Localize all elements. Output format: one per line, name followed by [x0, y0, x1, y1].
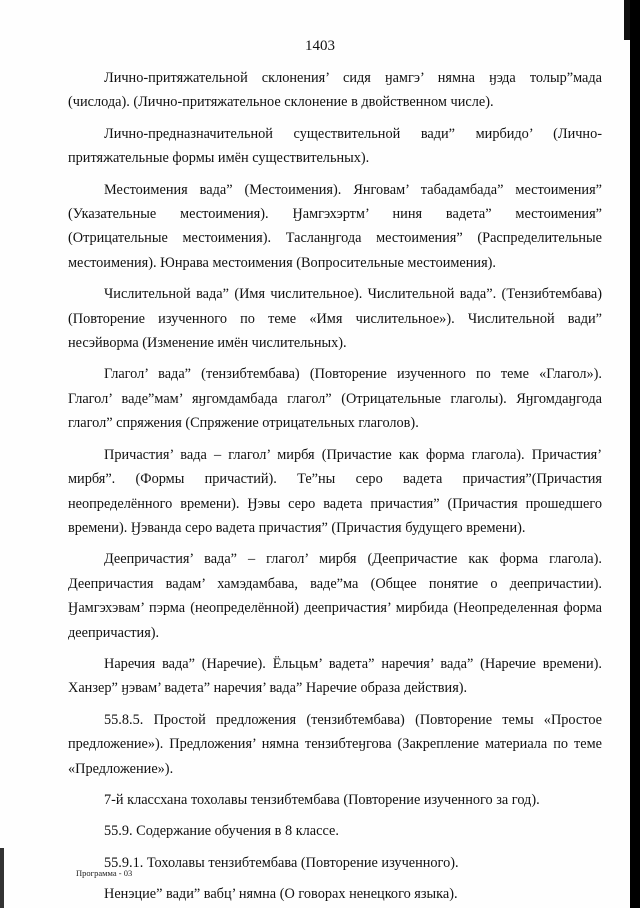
- paragraph: Ненэцие” вади” вабц’ нямна (О говорах ненецкого языка).: [104, 886, 458, 903]
- paragraph: Лично-притяжательной склонения’ сидя ӈамгэ’ нямна ӈэда толыр”мада (числода). (Лично-притяжательное склонение в двойственном числе).: [68, 70, 602, 111]
- paragraph: 7-й классхана тохолавы тензибтембава (Повторение изученного за год).: [104, 791, 540, 808]
- paragraph: Деепричастия’ вада” – глагол’ мирбя (Деепричастие как форма глагола). Деепричастия вадам’ хамэдамбава, ваде”ма (Общее понятие о деепричастии). Ӈамгэхэвам’ пэрма (неопределённой) деепричастия’ мирбида (Неопределенная форма деепричастия).: [68, 551, 602, 641]
- paragraph: Числительной вада” (Имя числительное). Числительной вада”. (Тензибтембава) (Повторение изученного по теме «Имя числительное»). Числительной вади” несэйворма (Изменение имён числительных).: [68, 286, 602, 352]
- paragraph: Лично-предназначительной существительной вади” мирбидо’ (Лично-притяжательные формы имён существительных).: [68, 125, 602, 167]
- paragraph: Причастия’ вада – глагол’ мирбя (Причастие как форма глагола). Причастия’ мирбя”. (Формы причастий). Те”ны серо вадета причастия”(Причастия неопределённого времени). Ӈэвы серо вадета причастия” (Причастия прошедшего времени). Ӈэванда серо вадета причастия” (Причастия будущего времени).: [68, 446, 602, 536]
- paragraph: 55.9. Содержание обучения в 8 классе.: [104, 823, 339, 840]
- scan-edge-shadow-top: [624, 0, 630, 40]
- paragraph: 55.8.5. Простой предложения (тензибтембава) (Повторение темы «Простое предложение»). Предложения’ нямна тензибтеӈгова (Закрепление материала по теме «Предложение»).: [68, 711, 602, 777]
- paragraph: Глагол’ вада” (тензибтембава) (Повторение изученного по теме «Глагол»). Глагол’ ваде”мам’ яӈгомдамбада глагол” (Отрицательные глаголы). Яӈгомдаӈгода глагол” спряжения (Спряжение отрицательных глаголов).: [68, 366, 602, 432]
- page-number: 1403: [305, 38, 335, 54]
- scan-edge-shadow-left: [0, 848, 4, 908]
- paragraph: Наречия вада” (Наречие). Ёльцьм’ вадета” наречия’ вада” (Наречие времени). Ханзер” ӈэвам’ вадета” наречия’ вада” Наречие образа действия).: [68, 655, 602, 697]
- scan-edge-shadow: [630, 0, 640, 908]
- footer-label: Программа - 03: [76, 868, 133, 878]
- paragraph: Местоимения вада” (Местоимения). Янговам’ табадамбада” местоимения” (Указательные местоимения). Ӈамгэхэртм’ ниня вадета” местоимения” (Отрицательные местоимения). Тасланӈгода местоимения” (Распределительные местоимения). Юнрава местоимения (Вопросительные местоимения).: [68, 181, 602, 271]
- paragraph: 55.9.1. Тохолавы тензибтембава (Повторение изученного).: [104, 854, 459, 871]
- body-text: [68, 66, 602, 907]
